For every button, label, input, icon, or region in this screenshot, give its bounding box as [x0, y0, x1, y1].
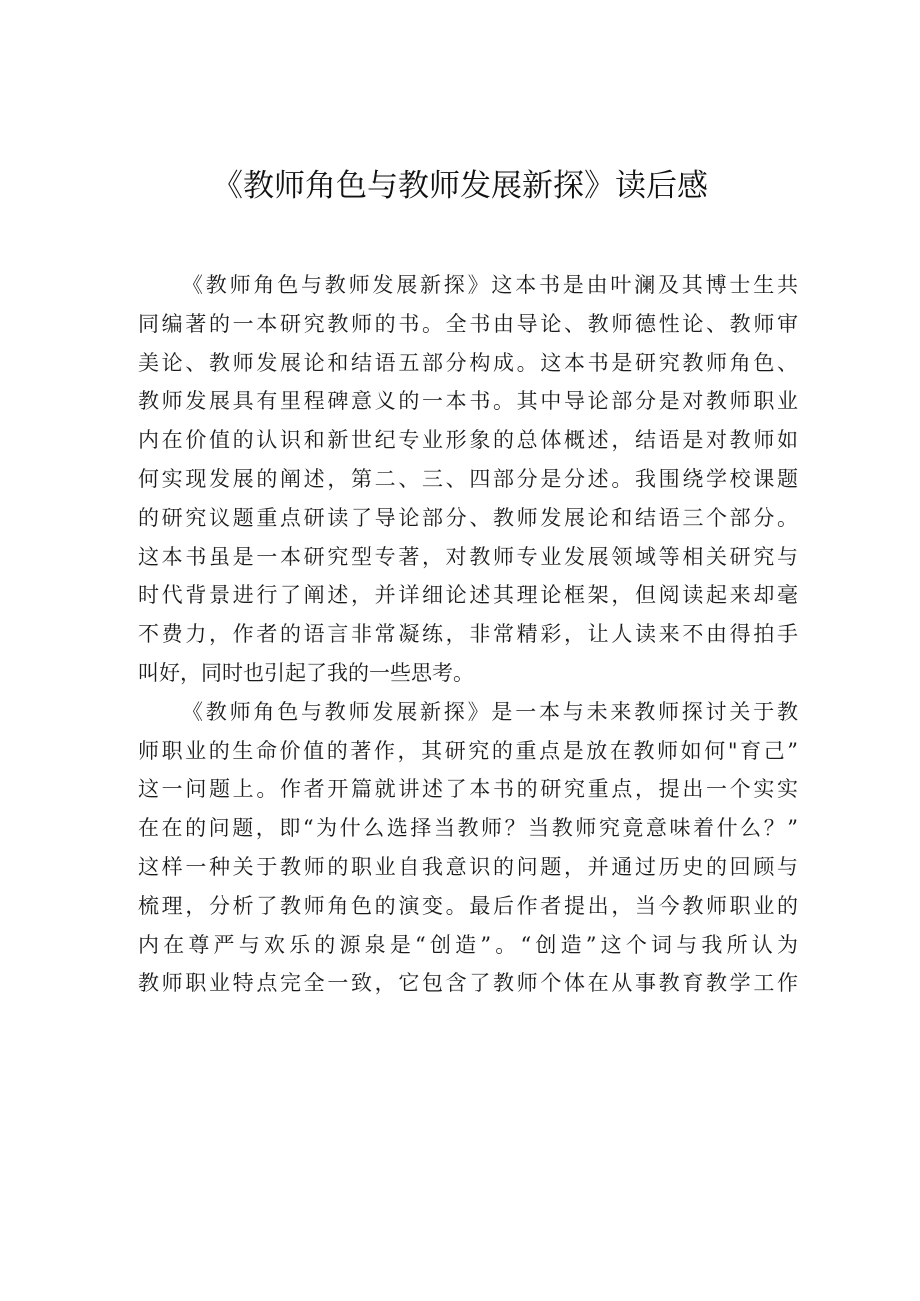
- text-line: 美论、教师发展论和结语五部分构成。这本书是研究教师角色、: [138, 350, 798, 375]
- text-line: 的研究议题重点研读了导论部分、教师发展论和结语三个部分。: [138, 505, 798, 530]
- text-line: 梳理，分析了教师角色的演变。最后作者提出，当今教师职业的: [138, 893, 798, 918]
- paragraph-1: [138, 266, 798, 693]
- text-line: 教师发展具有里程碑意义的一本书。其中导论部分是对教师职业: [138, 389, 798, 414]
- text-line: 不费力，作者的语言非常凝练，非常精彩，让人读来不由得拍手: [138, 622, 798, 647]
- text-line: 《教师角色与教师发展新探》是一本与未来教师探讨关于教: [182, 699, 798, 724]
- paragraph-2: [138, 693, 798, 1003]
- text-line: 叫好，同时也引起了我的一些思考。: [138, 660, 474, 685]
- text-line: 在在的问题，即“为什么选择当教师？当教师究竟意味着什么？”: [138, 816, 798, 841]
- text-line: 何实现发展的阐述，第二、三、四部分是分述。我围绕学校课题: [138, 466, 798, 491]
- text-line: 内在价值的认识和新世纪专业形象的总体概述，结语是对教师如: [138, 428, 798, 453]
- text-line: 这一问题上。作者开篇就讲述了本书的研究重点，提出一个实实: [138, 777, 798, 802]
- text-line: 师职业的生命价值的著作，其研究的重点是放在教师如何"育己”: [138, 738, 798, 763]
- text-line: 这样一种关于教师的职业自我意识的问题，并通过历史的回顾与: [138, 854, 798, 879]
- text-line: 教师职业特点完全一致，它包含了教师个体在从事教育教学工作: [138, 971, 798, 996]
- text-line: 内在尊严与欢乐的源泉是“创造”。“创造”这个词与我所认为: [138, 932, 798, 957]
- document-body: [138, 266, 798, 1003]
- text-line: 《教师角色与教师发展新探》这本书是由叶澜及其博士生共: [182, 273, 798, 297]
- text-line: 这本书虽是一本研究型专著，对教师专业发展领域等相关研究与: [138, 544, 798, 569]
- text-line: 时代背景进行了阐述，并详细论述其理论框架，但阅读起来却毫: [138, 583, 798, 608]
- text-line: 同编著的一本研究教师的书。全书由导论、教师德性论、教师审: [138, 311, 798, 336]
- document-title: 《教师角色与教师发展新探》读后感: [212, 168, 708, 204]
